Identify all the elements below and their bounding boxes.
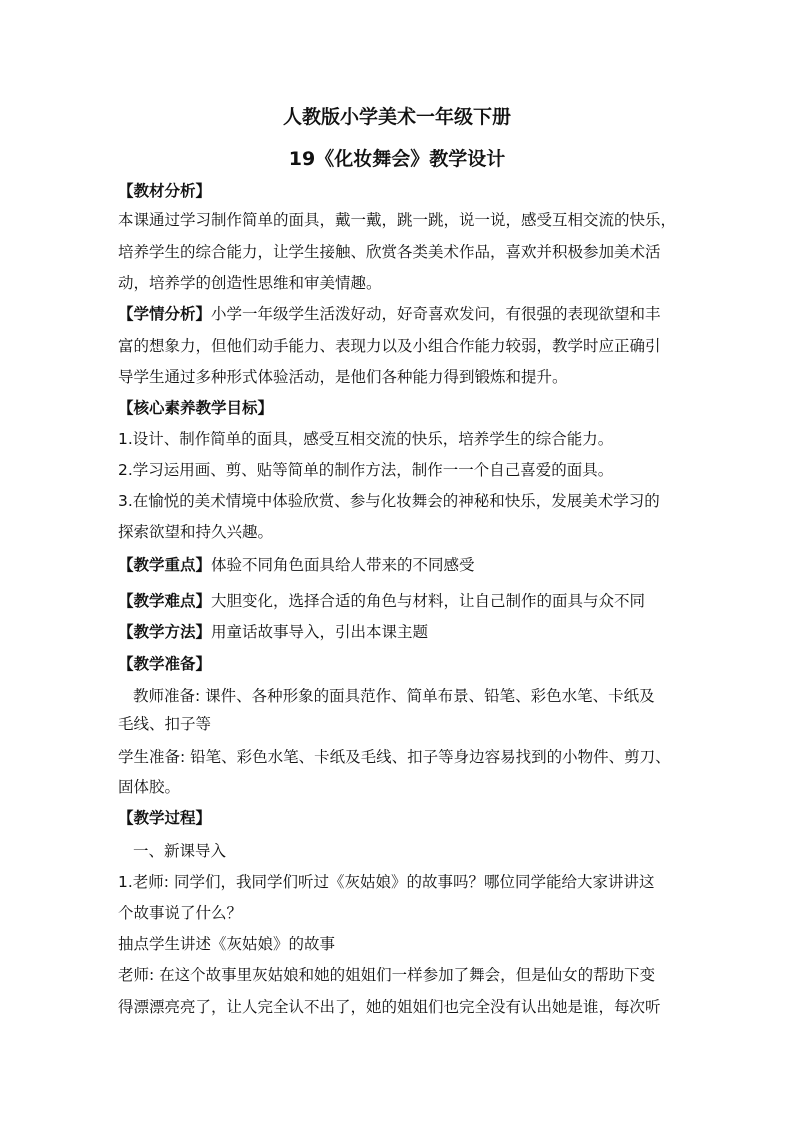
paragraph-line: 教师准备: 课件、各种形象的面具范作、简单布景、铅笔、彩色水笔、卡纸及	[133, 687, 655, 705]
section-heading-methods: 【教学方法】	[118, 623, 212, 641]
paragraph-line: 学生准备: 铅笔、彩色水笔、卡纸及毛线、扣子等身边容易找到的小物件、剪刀、	[118, 748, 671, 766]
paragraph-line: 富的想象力，但他们动手能力、表现力以及小组合作能力较弱，教学时应正确引	[118, 337, 661, 355]
lesson-title: 19《化妆舞会》教学设计	[288, 148, 506, 170]
paragraph-line	[118, 303, 688, 325]
paragraph-line: 本课通过学习制作简单的面具，戴一戴，跳一跳，说一说，感受互相交流的快乐，	[118, 211, 677, 229]
paragraph-line: 个故事说了什么？	[118, 904, 243, 922]
subheading: 一、新课导入	[133, 842, 227, 860]
list-item: 3.在愉悦的美术情境中体验欣赏、参与化妆舞会的神秘和快乐，发展美术学习的	[118, 492, 660, 510]
inline-text: 体验不同角色面具给人带来的不同感受	[211, 556, 475, 574]
document-title: 人教版小学美术一年级下册	[282, 106, 511, 128]
paragraph-line	[118, 621, 688, 643]
paragraph-line	[118, 590, 688, 612]
section-heading-preparation: 【教学准备】	[118, 655, 212, 673]
section-heading-textbook-analysis: 【教材分析】	[118, 182, 212, 200]
list-item: 1.设计、制作简单的面具，感受互相交流的快乐，培养学生的综合能力。	[118, 430, 614, 448]
paragraph-line: 导学生通过多种形式体验活动，是他们各种能力得到锻炼和提升。	[118, 368, 568, 386]
paragraph-line: 探索欲望和持久兴趣。	[118, 523, 274, 541]
paragraph-line: 固体胶。	[118, 778, 181, 796]
paragraph-line: 1.老师: 同学们，我同学们听过《灰姑娘》的故事吗？哪位同学能给大家讲讲这	[118, 873, 655, 891]
paragraph-line: 抽点学生讲述《灰姑娘》的故事	[118, 935, 336, 953]
section-heading-process: 【教学过程】	[118, 809, 212, 827]
paragraph-line: 培养学生的综合能力，让学生接触、欣赏各类美术作品，喜欢并积极参加美术活	[118, 243, 661, 261]
inline-text: 用童话故事导入，引出本课主题	[211, 623, 429, 641]
paragraph-line	[118, 554, 688, 576]
section-heading-key-points: 【教学重点】	[118, 556, 212, 574]
section-heading-objectives: 【核心素养教学目标】	[118, 399, 274, 417]
paragraph-line: 毛线、扣子等	[118, 715, 212, 733]
section-heading-difficulties: 【教学难点】	[118, 592, 212, 610]
paragraph-line: 动，培养学的创造性思维和审美情趣。	[118, 274, 382, 292]
list-item: 2.学习运用画、剪、贴等简单的制作方法，制作一一个自己喜爱的面具。	[118, 461, 614, 479]
section-heading-student-analysis: 【学情分析】	[118, 305, 212, 323]
inline-text: 小学一年级学生活泼好动，好奇喜欢发问，有很强的表现欲望和丰	[211, 305, 661, 323]
paragraph-line: 老师: 在这个故事里灰姑娘和她的姐姐们一样参加了舞会，但是仙女的帮助下变	[118, 966, 656, 984]
paragraph-line: 得漂漂亮亮了，让人完全认不出了，她的姐姐们也完全没有认出她是谁，每次听	[118, 998, 661, 1016]
inline-text: 大胆变化，选择合适的角色与材料，让自己制作的面具与众不同	[211, 592, 646, 610]
